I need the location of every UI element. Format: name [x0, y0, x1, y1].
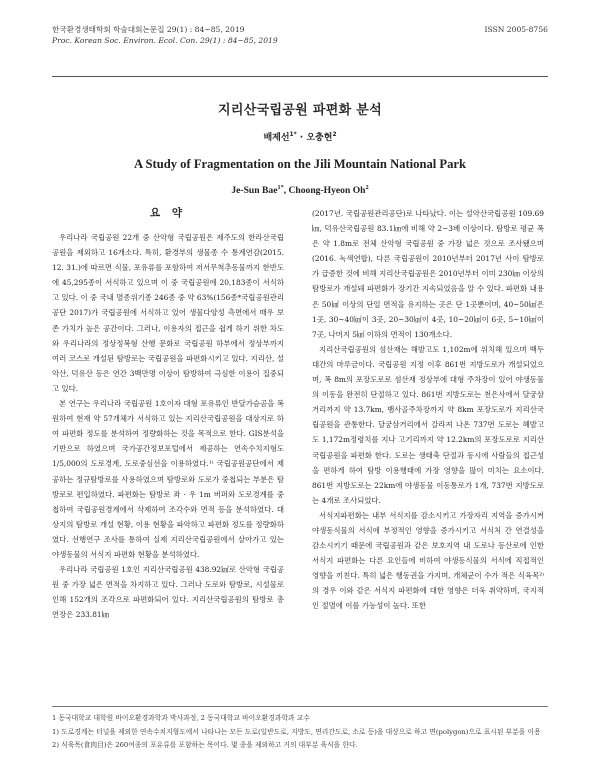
author-1-affil-en: 1*	[277, 183, 284, 191]
footnotes	[52, 712, 548, 753]
body-paragraph: 지리산국립공원의 섬산재는 해발고도 1,102m에 위치해 있으며 백두대간의 마루금이다. 국립공원 지정 이후 861번 지방도로가 개설되었으며, 폭 8m의 포장도로로 섬산재 정상부에 대형 주차장이 있어 야생동물의 이동을 완전히 단절하고 있다. 861번 지방도로는 천은사에서 달궁삼거리까지 약 13.7km, 뱀사골주차장까지 약 8km 포장도로가 지리산국립공원을 관통한다. 달궁삼거리에서 갈라져 나온 737번 도로는 혜발고도 1,172m정령치를 지나 고기리까지 약 12.2km의 포장도로로 지리산국립공원을 파편화 한다. 도로는 생태축 단절과 동시에 사람들의 접근성을 편하게 하여 탐방 이용행태에 가장 영향을 많이 미치는 요소이다. 861번 지방도로는 22km에 야생동물 이동통로가 1개, 737번 지방도로는 4개로 조사되었다.	[312, 344, 544, 505]
author-2-affil-en: 2	[365, 183, 369, 191]
footnote-divider	[52, 706, 548, 707]
author-separator-ko: ·	[296, 133, 307, 143]
issn: ISSN 2005-8756	[484, 25, 548, 34]
author-separator-en: ,	[283, 185, 289, 196]
footnote-2: 2) 식육목(食肉目)은 260여종의 포유류를 포함하는 목이다. 몇 종을 제외하고 거의 대부분 육식을 한다.	[52, 741, 358, 750]
footnote-1: 1) 도로경계는 터널을 제외한 연속수치지형도에서 나타나는 모든 도로(일반도로, 지방도, 면리간도로, 소로 등)을 대상으로 하고 면(polygon)으로 표시된 부분을 이용	[52, 727, 541, 736]
header-divider	[52, 76, 548, 77]
author-2-name-en: Choong-Hyeon Oh	[288, 185, 366, 196]
right-column	[312, 206, 544, 614]
author-2-name-ko: 오충현	[306, 133, 333, 143]
authors-ko	[0, 130, 600, 143]
journal-citation-en: Proc. Korean Soc. Environ. Ecol. Con. 29(1) : 84~85, 2019	[52, 36, 278, 45]
authors-en	[0, 185, 600, 196]
body-paragraph: 본 연구는 우리나라 국립공원 1호이자 대형 포유류인 반달가슴곰을 복원하여 현재 약 57개체가 서식하고 있는 지리산국립공원을 대상지로 하여 파편화 정도를 분석하여 정량화하는 것을 목적으로 한다. GIS분석을 기반으로 하였으며 국가공간정보포털에서 제공하는 연속수치지형도 1/5,000의 도로경계, 도로중심선을 이용하였다.¹⁾ 국립공원공단에서 제공하는 정규탐방로를 사용하였으며 탐방로와 도로가 중첩되는 부분은 탐방로로 편입하였다. 파편화는 탐방로 좌 · 우 1m 버퍼와 도로경계를 중첩하여 국립공원경계에서 삭제하여 조각수와 면적 등을 분석하였다. 대상지의 탐방로 개설 현황, 이용 현황을 파악하고 파편화 정도를 정량화하였다. 선행연구 조사를 통하여 실제 지리산국립공원에서 살아가고 있는 야생동물의 서식지 파편화 현황을 분석하였다.	[52, 399, 284, 559]
author-1-affil-ko: 1*	[289, 132, 297, 138]
paper-title-en: A Study of Fragmentation on the Jili Mountain National Park	[133, 157, 466, 171]
body-paragraph: 우리나라 국립공원 22개 중 산악형 국립공원은 제주도의 한라산국립공원을 제외하고 16개소다. 특히, 환경부의 생물종 수 통계연감(2015. 12. 31.)에 따르면 식물, 포유류를 포함하여 저서무척추동물까지 한반도에 45,295종이 서식하고 있으며 이 중 국립공원에 20,183종이 서식하고 있다. 이 중 국내 멸종위기종 246종 중 약 63%(156종*국립공원관리공단 2017)가 국립공원에 서식하고 있어 생물다양성 측면에서 매우 보존 가치가 높은 공간이다. 그러나, 이용자의 접근을 쉽게 하기 위한 차도와 우리나라의 정상정복형 산행 문화로 국립공원 하부에서 정상부까지 여러 코스로 개설된 탐방로는 국립공원을 파편화시키고 있다. 지리산, 설악산, 덕유산 등은 연간 3백만명 이상이 탐방하여 극심한 이용이 집중되고 있다.	[52, 233, 284, 393]
body-paragraph: 서식지파편화는 내부 서식지를 감소시키고 가장자리 지역을 증가시켜 야생동식물의 서식에 부정적인 영향을 증가시키고 서식처 간 연결성을 감소시키기 때문에 국립공원과 같은 보호지역 내 도로나 등산로에 인한 서식지 파편화는 다른 요인들에 비하여 야생동식물의 서식에 직접적인 영향을 끼친다. 특히 넓은 행동권을 가지며, 개체군이 수가 적은 식육목²⁾의 경우 이와 같은 서식지 파편화에 대한 영향은 더욱 취약하며, 국지적인 절멸에 이를 가능성이 높다. 또한	[312, 510, 544, 611]
running-header	[52, 24, 548, 46]
body-paragraph: 우리나라 국립공원 1호인 지리산국립공원 438.92㎢로 산악형 국립공원 중 가장 넓은 면적을 차지하고 있다. 그러나 도로와 탐방로, 시설물로 인해 152개의 조각으로 파편화되어 있다. 지리산국립공원의 탐방로 총 연장은 233.81㎞	[52, 565, 284, 620]
journal-citation-ko: 한국환경생태학회 학술대회논문집 29(1) : 84~85, 2019	[52, 25, 245, 34]
author-2-affil-ko: 2	[332, 132, 337, 138]
author-1-name-en: Je-Sun Bae	[231, 185, 278, 196]
body-paragraph: (2017년. 국립공원관리공단)로 나타났다. 이는 설악산국립공원 109.69㎞, 덕유산국립공원 83.1㎞에 비해 약 2~3배 이상이다. 탐방로 평균 폭은 약 1.8m로 전체 산악형 국립공원 중 가장 넓은 것으로 조사됐으며(2016. 녹색연합), 다른 국립공원이 2010년부터 2017년 사이 탐방로가 급증한 것에 비해 지리산국립공원은 2010년부터 이미 230㎞ 이상의 탐방로가 개설돼 파편화가 장기간 지속되었음을 알 수 있다. 파편화 내용은 50㎢ 이상의 단일 면적을 유지하는 곳은 단 1곳뿐이며, 40~50㎢은 1곳, 30~40㎢이 3곳, 20~30㎢이 4곳, 10~20㎢이 6곳, 5~10㎢이 7곳, 나머지 5㎢ 이하의 면적이 130개소다.	[312, 209, 544, 339]
left-column	[52, 206, 284, 622]
abstract-heading: 요 약	[150, 207, 186, 219]
author-1-name-ko: 배제선	[263, 133, 290, 143]
footnote-affiliations: 1 동국대학교 대학원 바이오환경과학과 박사과정, 2 동국대학교 바이오환경과학과 교수	[52, 714, 310, 722]
paper-title-ko: 지리산국립공원 파편화 분석	[218, 103, 382, 118]
